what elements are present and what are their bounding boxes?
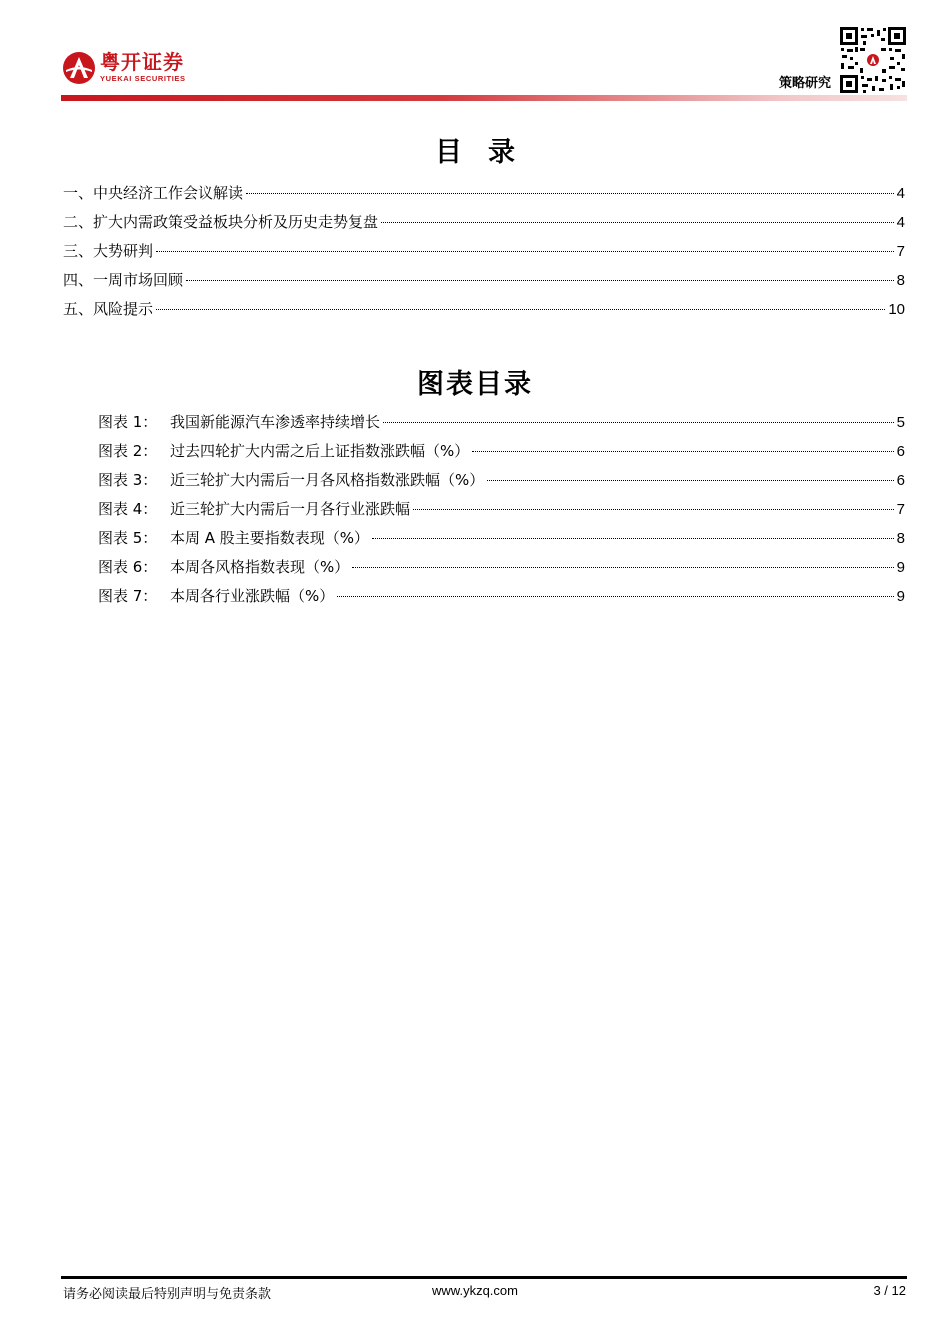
dot-leader	[337, 596, 893, 597]
figure-item[interactable]	[98, 556, 905, 585]
dot-leader	[383, 422, 894, 423]
figure-number: 图表 7：	[98, 587, 158, 605]
toc-item-label: 五、风险提示	[63, 300, 154, 318]
figure-page: 6	[896, 443, 905, 460]
figure-label: 本周各风格指数表现（%）	[170, 558, 350, 576]
toc-item-label: 三、大势研判	[63, 242, 154, 260]
qr-code-icon	[839, 26, 907, 94]
figure-label: 本周 A 股主要指数表现（%）	[170, 529, 370, 547]
figure-page: 6	[896, 472, 905, 489]
toc-item-page: 4	[896, 214, 905, 231]
dot-leader	[413, 509, 894, 510]
figure-number: 图表 1：	[98, 413, 158, 431]
footer-divider	[61, 1276, 907, 1279]
figure-label: 过去四轮扩大内需之后上证指数涨跌幅（%）	[170, 442, 470, 460]
figure-page: 9	[896, 588, 905, 605]
toc-item[interactable]	[63, 269, 905, 298]
figure-label: 近三轮扩大内需后一月各风格指数涨跌幅（%）	[170, 471, 485, 489]
figure-list-title: 图表目录	[417, 369, 533, 400]
figure-number: 图表 5：	[98, 529, 158, 547]
figure-number: 图表 3：	[98, 471, 158, 489]
section-label: 策略研究	[779, 76, 832, 91]
figure-page: 8	[896, 530, 905, 547]
toc-item[interactable]	[63, 182, 905, 211]
toc-list	[63, 182, 905, 327]
figure-item[interactable]	[98, 469, 905, 498]
figure-page: 5	[896, 414, 905, 431]
dot-leader	[352, 567, 893, 568]
toc-item-page: 4	[896, 185, 905, 202]
toc-item-page: 7	[896, 243, 905, 260]
toc-item-label: 一、中央经济工作会议解读	[63, 184, 244, 202]
footer-disclaimer: 请务必阅读最后特别声明与免责条款	[63, 1287, 272, 1302]
footer-website-link[interactable]: www.ykzq.com	[432, 1283, 518, 1298]
toc-item-label: 二、扩大内需政策受益板块分析及历史走势复盘	[63, 213, 379, 231]
header-divider	[61, 95, 907, 101]
figure-item[interactable]	[98, 585, 905, 614]
dot-leader	[186, 280, 894, 281]
footer-page-number: 3 / 12	[873, 1283, 906, 1298]
figure-item[interactable]	[98, 498, 905, 527]
figure-label: 近三轮扩大内需后一月各行业涨跌幅	[170, 500, 411, 518]
logo-english-name: YUEKAI SECURITIES	[100, 74, 186, 83]
dot-leader	[487, 480, 893, 481]
dot-leader	[156, 251, 894, 252]
figure-number: 图表 6：	[98, 558, 158, 576]
dot-leader	[246, 193, 894, 194]
figure-item[interactable]	[98, 411, 905, 440]
toc-item[interactable]	[63, 240, 905, 269]
figure-number: 图表 4：	[98, 500, 158, 518]
figure-item[interactable]	[98, 440, 905, 469]
toc-title: 目录	[435, 137, 541, 168]
toc-item-label: 四、一周市场回顾	[63, 271, 184, 289]
company-logo	[62, 50, 186, 86]
figure-page: 9	[896, 559, 905, 576]
figure-label: 本周各行业涨跌幅（%）	[170, 587, 335, 605]
figure-page: 7	[896, 501, 905, 518]
yuekai-logo-icon	[62, 51, 96, 85]
dot-leader	[156, 309, 885, 310]
figure-list	[98, 411, 905, 614]
toc-item[interactable]	[63, 211, 905, 240]
dot-leader	[381, 222, 894, 223]
toc-item-page: 8	[896, 272, 905, 289]
figure-number: 图表 2：	[98, 442, 158, 460]
dot-leader	[472, 451, 893, 452]
toc-item[interactable]	[63, 298, 905, 327]
figure-label: 我国新能源汽车渗透率持续增长	[170, 413, 381, 431]
dot-leader	[372, 538, 894, 539]
toc-item-page: 10	[888, 301, 905, 318]
figure-item[interactable]	[98, 527, 905, 556]
logo-chinese-name: 粤开证券	[100, 50, 184, 74]
